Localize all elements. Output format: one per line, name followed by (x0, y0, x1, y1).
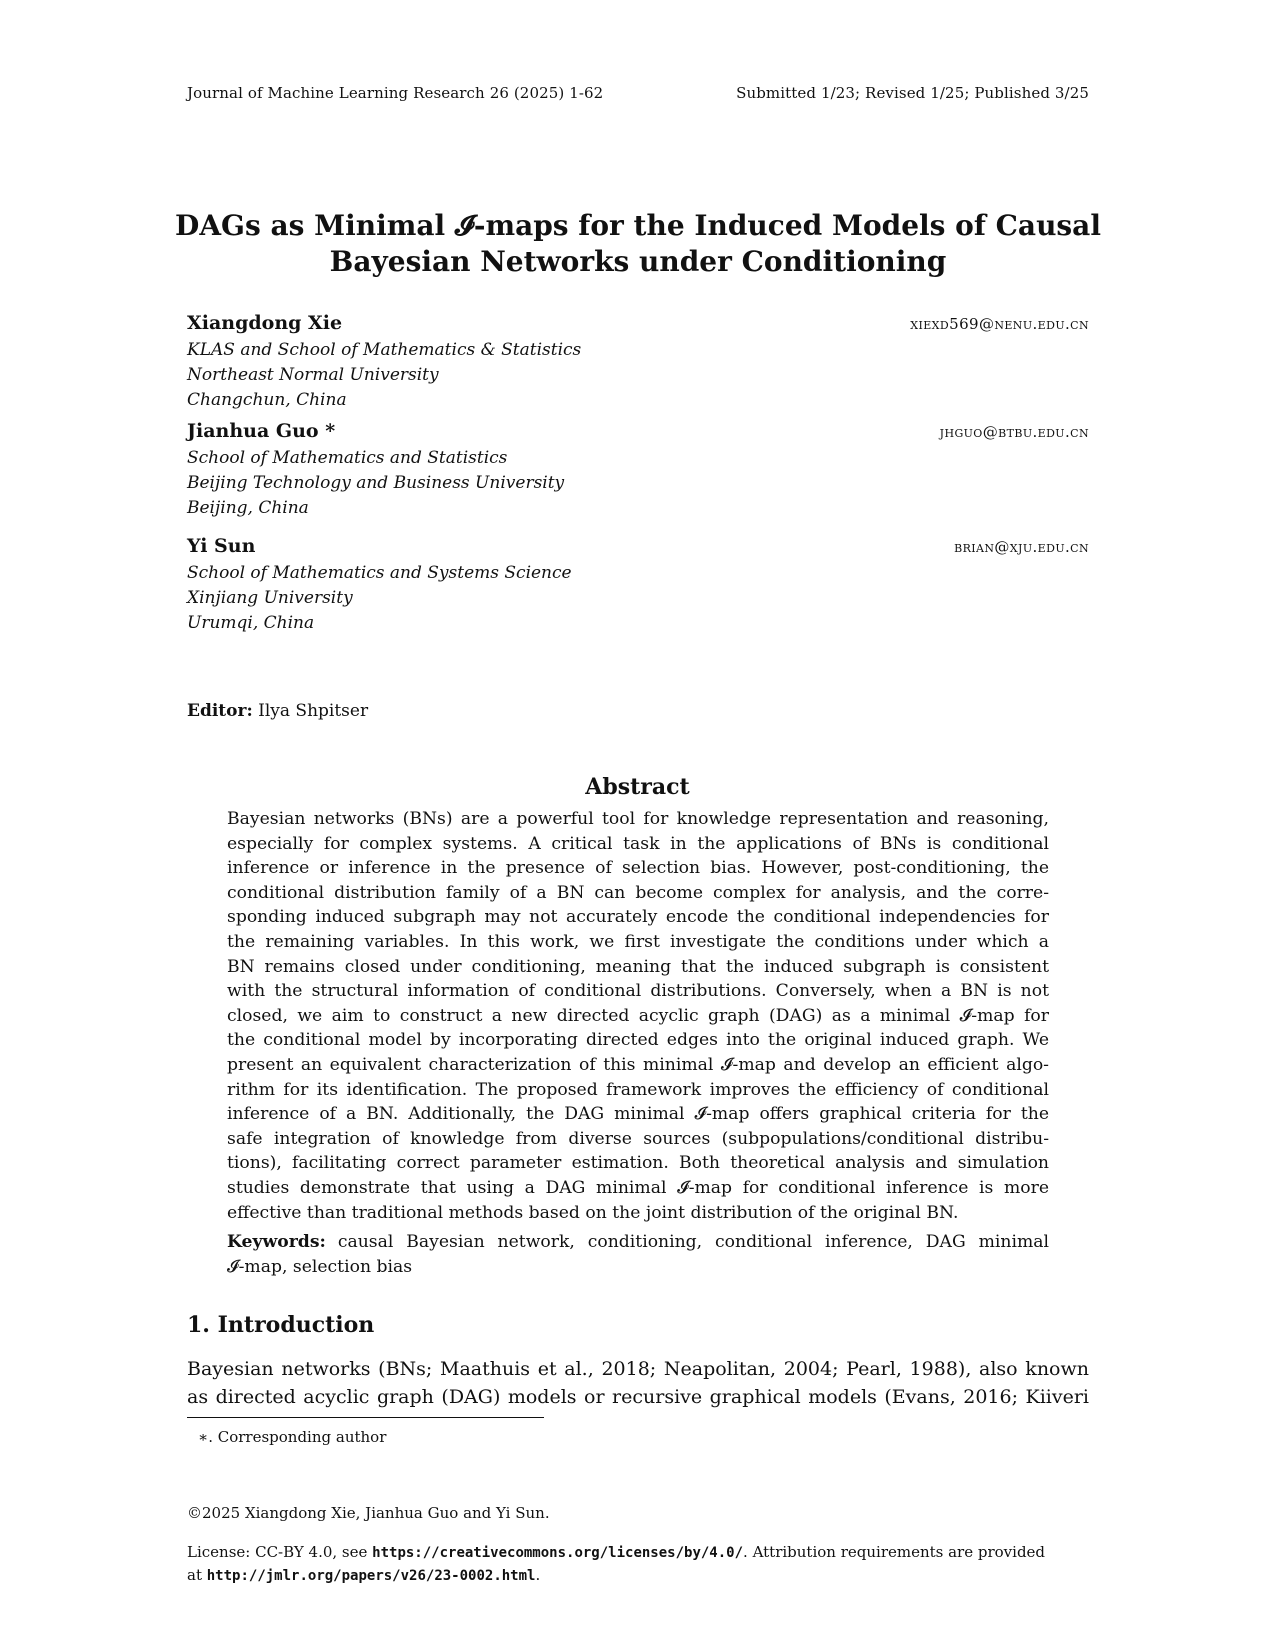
keywords-block (227, 1230, 1049, 1279)
keywords-line-1: causal Bayesian network, conditioning, conditional inference, DAG minimal (337, 1232, 1049, 1252)
abstract-line: BN remains closed under conditioning, meaning that the induced subgraph is consistent (227, 956, 1049, 977)
author-email[interactable]: xiexd569@nenu.edu.cn (910, 315, 1089, 333)
abstract-line: present an equivalent characterization of this minimal 𝓘-map and develop an efficient algo- (227, 1054, 1049, 1075)
introduction-line: as directed acyclic graph (DAG) models or recursive graphical models (Evans, 2016; Kiiveri (187, 1386, 1089, 1408)
abstract-line: the remaining variables. In this work, we first investigate the conditions under which a (227, 931, 1049, 952)
keywords-line-2: 𝓘-map, selection bias (227, 1256, 413, 1277)
abstract-line: with the structural information of conditional distributions. Conversely, when a BN is not (227, 981, 1049, 1002)
author-email[interactable]: brian@xju.edu.cn (954, 538, 1089, 556)
abstract-line: rithm for its identification. The proposed framework improves the efficiency of conditional (227, 1079, 1049, 1100)
abstract-line: studies demonstrate that using a DAG minimal 𝓘-map for conditional inference is more (227, 1177, 1049, 1198)
abstract-heading: Abstract (585, 774, 690, 800)
abstract-line: tions), facilitating correct parameter estimation. Both theoretical analysis and simulation (227, 1153, 1049, 1174)
abstract-body (227, 807, 1049, 1225)
author-name: Yi Sun (187, 535, 256, 557)
author-block-2 (187, 420, 1089, 521)
license-middle: . Attribution requirements are provided (743, 1543, 1046, 1561)
copyright-notice: ©2025 Xiangdong Xie, Jianhua Guo and Yi Sun. (187, 1504, 550, 1522)
license-link[interactable]: https://creativecommons.org/licenses/by/4.0/ (372, 1545, 744, 1561)
abstract-line: especially for complex systems. A critical task in the applications of BNs is conditional (227, 833, 1049, 854)
license-prefix: License: CC-BY 4.0, see (187, 1543, 373, 1561)
license-suffix: . (535, 1566, 541, 1584)
footnote: ∗. Corresponding author (198, 1428, 387, 1446)
abstract-line: closed, we aim to construct a new directed acyclic graph (DAG) as a minimal 𝓘-map for (227, 1005, 1049, 1026)
affiliation-line: KLAS and School of Mathematics & Statistics (187, 340, 582, 360)
title-line-1: DAGs as Minimal 𝓘-maps for the Induced Models of Causal (175, 209, 1101, 242)
introduction-line: Bayesian networks (BNs; Maathuis et al., 2018; Neapolitan, 2004; Pearl, 1988), also known (187, 1358, 1089, 1380)
license-at: at (187, 1566, 207, 1584)
author-name: Jianhua Guo * (187, 420, 336, 442)
affiliation-line: Northeast Normal University (187, 365, 439, 385)
paper-link[interactable]: http://jmlr.org/papers/v26/23-0002.html (206, 1568, 536, 1584)
abstract-line: sponding induced subgraph may not accurately encode the conditional independencies for (227, 907, 1049, 928)
editor-line (187, 701, 368, 721)
section-heading-introduction: 1. Introduction (187, 1312, 375, 1338)
affiliation-line: School of Mathematics and Systems Science (187, 563, 572, 583)
editor-name: Ilya Shpitser (258, 701, 369, 721)
abstract-line: inference or inference in the presence of selection bias. However, post-conditioning, the (227, 858, 1049, 879)
abstract-line: Bayesian networks (BNs) are a powerful tool for knowledge representation and reasoning, (227, 809, 1049, 829)
author-email[interactable]: jhguo@btbu.edu.cn (939, 423, 1089, 441)
journal-citation: Journal of Machine Learning Research 26 (2025) 1-62 (187, 84, 604, 102)
title-line-2: Bayesian Networks under Conditioning (329, 245, 947, 278)
affiliation-line: Beijing, China (187, 498, 309, 518)
author-block-3 (187, 535, 1089, 636)
affiliation-line: Urumqi, China (187, 613, 315, 633)
affiliation-line: Xinjiang University (187, 588, 353, 608)
affiliation-line: School of Mathematics and Statistics (187, 448, 508, 468)
paper-title (160, 208, 1116, 280)
submission-dates: Submitted 1/23; Revised 1/25; Published 3/25 (736, 84, 1089, 102)
abstract-line: inference of a BN. Additionally, the DAG minimal 𝓘-map offers graphical criteria for the (227, 1104, 1049, 1125)
affiliation-line: Changchun, China (187, 390, 347, 410)
editor-label: Editor: (187, 701, 253, 721)
footnote-divider (187, 1417, 544, 1418)
introduction-body (187, 1355, 1089, 1411)
abstract-line: safe integration of knowledge from diverse sources (subpopulations/conditional distribu- (227, 1128, 1049, 1149)
abstract-line: the conditional model by incorporating directed edges into the original induced graph. We (227, 1030, 1049, 1051)
author-block-1 (187, 312, 1089, 413)
abstract-line: effective than traditional methods based on the joint distribution of the original BN. (227, 1202, 959, 1223)
abstract-line: conditional distribution family of a BN can become complex for analysis, and the corre- (227, 882, 1049, 903)
running-head (187, 84, 1089, 102)
affiliation-line: Beijing Technology and Business University (187, 473, 565, 493)
keywords-label: Keywords: (227, 1232, 326, 1252)
author-name: Xiangdong Xie (187, 312, 343, 334)
license-notice (187, 1541, 1067, 1587)
